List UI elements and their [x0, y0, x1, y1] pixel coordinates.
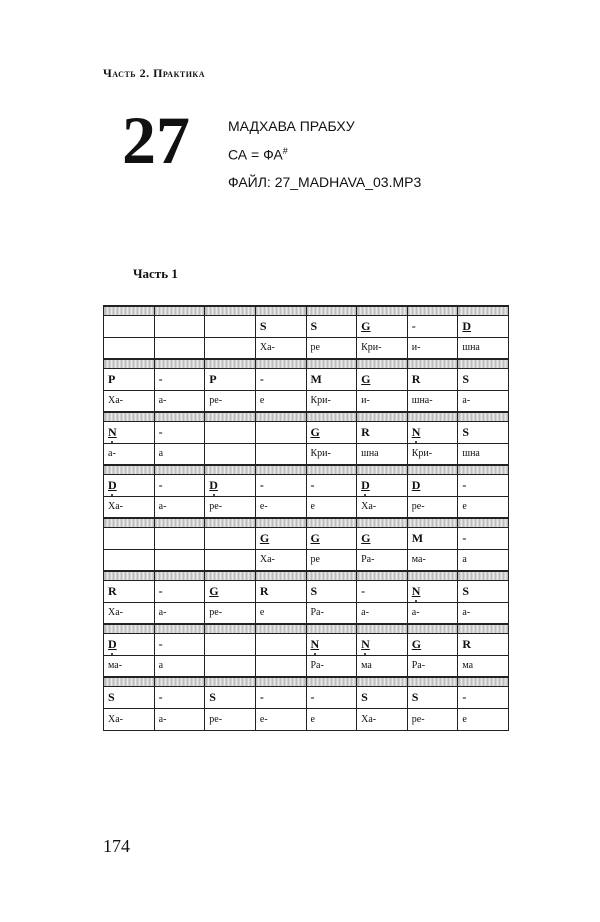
note-symbol: S [361, 689, 368, 704]
note-cell [104, 633, 155, 655]
syllable-cell: е- [255, 496, 306, 518]
note-symbol: R [361, 424, 370, 439]
note-cell [458, 686, 509, 708]
syllable-cell: е [306, 708, 357, 730]
note-symbol: - [259, 371, 264, 386]
note-symbol: - [158, 583, 163, 598]
note-cell [306, 580, 357, 602]
note-cell [306, 421, 357, 443]
syllable-cell: а [458, 549, 509, 571]
note-cell [255, 580, 306, 602]
note-cell [154, 527, 205, 549]
note-row [104, 368, 509, 390]
note-symbol: S [310, 318, 318, 333]
syllable-cell: ре- [407, 496, 458, 518]
note-symbol: R [462, 636, 472, 651]
separator-cell [255, 518, 306, 527]
note-symbol: N [361, 636, 370, 651]
syllable-cell [205, 443, 256, 465]
syllable-cell: е [306, 496, 357, 518]
syllable-cell: а- [357, 602, 408, 624]
note-cell [255, 368, 306, 390]
note-symbol: M [411, 530, 424, 545]
note-symbol: D [411, 477, 421, 492]
note-cell [154, 421, 205, 443]
note-cell [357, 421, 408, 443]
syllable-cell [205, 549, 256, 571]
note-cell [306, 686, 357, 708]
separator-cell [205, 412, 256, 421]
syllable-cell: Ха- [255, 337, 306, 359]
syllable-cell: шна- [407, 390, 458, 412]
note-cell [205, 474, 256, 496]
separator-cell [458, 465, 509, 474]
separator-cell [357, 571, 408, 580]
syllable-cell: ре [306, 549, 357, 571]
running-header: Часть 2. Практика [103, 66, 205, 80]
separator-cell [306, 465, 357, 474]
note-symbol: P [209, 371, 217, 386]
separator-cell [205, 465, 256, 474]
file-line: ФАЙЛ: 27_MADHAVA_03.MP3 [228, 174, 422, 190]
syllable-cell: ре [306, 337, 357, 359]
note-symbol: D [361, 477, 370, 492]
separator-cell [407, 359, 458, 368]
note-cell [407, 580, 458, 602]
note-symbol: R [411, 371, 421, 386]
separator-cell [306, 571, 357, 580]
note-symbol: G [209, 583, 219, 598]
part-title: Часть 1 [133, 266, 178, 281]
syllable-cell [205, 337, 256, 359]
note-cell [357, 368, 408, 390]
note-cell [255, 474, 306, 496]
note-symbol: N [411, 583, 421, 598]
note-cell [104, 368, 155, 390]
separator-cell [104, 359, 155, 368]
separator-cell [306, 359, 357, 368]
row-separator [104, 571, 509, 580]
separator-cell [154, 465, 205, 474]
syllable-cell [154, 337, 205, 359]
separator-cell [255, 677, 306, 686]
separator-cell [306, 518, 357, 527]
syllable-cell: ре- [205, 708, 256, 730]
note-cell [407, 315, 458, 337]
note-cell [255, 421, 306, 443]
separator-cell [104, 306, 155, 315]
syllable-row [104, 708, 509, 730]
note-symbol: G [411, 636, 422, 651]
syllable-cell: Ха- [104, 390, 155, 412]
separator-cell [104, 412, 155, 421]
separator-cell [458, 518, 509, 527]
separator-cell [407, 677, 458, 686]
syllable-cell: а- [154, 390, 205, 412]
note-symbol: N [411, 424, 421, 439]
syllable-cell: ре- [205, 390, 256, 412]
separator-cell [407, 465, 458, 474]
syllable-cell: ма [357, 655, 408, 677]
note-symbol: - [259, 477, 264, 492]
syllable-cell [104, 549, 155, 571]
note-symbol: S [108, 689, 115, 704]
separator-cell [154, 412, 205, 421]
note-cell [306, 474, 357, 496]
separator-cell [205, 677, 256, 686]
separator-cell [306, 677, 357, 686]
note-symbol: - [462, 477, 467, 492]
note-cell [458, 474, 509, 496]
note-cell [357, 686, 408, 708]
syllable-cell: шна [458, 337, 509, 359]
syllable-cell: е [255, 602, 306, 624]
separator-cell [407, 571, 458, 580]
separator-cell [306, 306, 357, 315]
syllable-cell: а- [154, 496, 205, 518]
note-cell [154, 633, 205, 655]
separator-cell [255, 465, 306, 474]
note-symbol: G [361, 318, 371, 333]
note-symbol: - [158, 636, 163, 651]
note-symbol: S [462, 424, 470, 439]
syllable-cell: а- [407, 602, 458, 624]
syllable-cell: Кри- [407, 443, 458, 465]
note-cell [205, 527, 256, 549]
note-cell [205, 686, 256, 708]
note-cell [255, 527, 306, 549]
syllable-cell [104, 337, 155, 359]
note-cell [205, 421, 256, 443]
note-cell [407, 421, 458, 443]
note-symbol: D [209, 477, 218, 492]
note-cell [205, 315, 256, 337]
syllable-cell: а [154, 655, 205, 677]
note-cell [458, 633, 509, 655]
note-symbol: S [462, 371, 470, 386]
syllable-cell: а- [458, 602, 509, 624]
note-cell [357, 580, 408, 602]
separator-cell [458, 359, 509, 368]
separator-cell [407, 412, 458, 421]
note-symbol: G [259, 530, 270, 545]
note-cell [357, 633, 408, 655]
syllable-cell: а- [458, 390, 509, 412]
note-row [104, 315, 509, 337]
note-cell [255, 633, 306, 655]
note-cell [154, 368, 205, 390]
syllable-cell: а- [154, 602, 205, 624]
note-symbol: R [108, 583, 117, 598]
note-symbol: D [108, 636, 117, 651]
note-cell [458, 580, 509, 602]
separator-cell [205, 359, 256, 368]
separator-cell [407, 518, 458, 527]
syllable-cell: е- [255, 708, 306, 730]
note-cell [104, 421, 155, 443]
note-row [104, 474, 509, 496]
row-separator [104, 677, 509, 686]
note-cell [104, 527, 155, 549]
note-row [104, 580, 509, 602]
sa-line [228, 146, 288, 163]
row-separator [104, 306, 509, 315]
separator-cell [458, 306, 509, 315]
separator-cell [154, 518, 205, 527]
syllable-cell [255, 655, 306, 677]
syllable-row [104, 602, 509, 624]
note-row [104, 633, 509, 655]
syllable-cell: ма- [104, 655, 155, 677]
note-cell [154, 474, 205, 496]
note-cell [407, 368, 458, 390]
separator-cell [154, 306, 205, 315]
page-number: 174 [103, 836, 130, 856]
syllable-cell: шна [458, 443, 509, 465]
note-cell [154, 580, 205, 602]
separator-cell [357, 359, 408, 368]
syllable-cell: и- [407, 337, 458, 359]
note-symbol: S [310, 583, 318, 598]
row-separator [104, 465, 509, 474]
syllable-cell [154, 549, 205, 571]
syllable-cell: ре- [205, 496, 256, 518]
syllable-cell: Ха- [104, 708, 155, 730]
syllable-cell: а [154, 443, 205, 465]
note-cell [104, 315, 155, 337]
note-cell [458, 315, 509, 337]
song-number: 27 [122, 102, 190, 178]
note-symbol: - [462, 530, 467, 545]
syllable-cell: Ра- [306, 655, 357, 677]
notation-table [103, 305, 509, 731]
syllable-cell: а- [104, 443, 155, 465]
note-symbol: - [462, 689, 467, 704]
syllable-cell [205, 655, 256, 677]
note-cell [255, 686, 306, 708]
separator-cell [357, 465, 408, 474]
separator-cell [104, 518, 155, 527]
syllable-row [104, 549, 509, 571]
note-symbol: G [361, 371, 371, 386]
row-separator [104, 412, 509, 421]
separator-cell [407, 306, 458, 315]
note-row [104, 686, 509, 708]
note-cell [306, 315, 357, 337]
note-symbol: N [108, 424, 117, 439]
note-cell [458, 421, 509, 443]
note-symbol: P [108, 371, 116, 386]
separator-cell [154, 624, 205, 633]
note-symbol: - [259, 689, 264, 704]
note-symbol: - [158, 689, 163, 704]
note-symbol: - [411, 318, 416, 333]
syllable-cell: Ра- [306, 602, 357, 624]
row-separator [104, 624, 509, 633]
separator-cell [357, 677, 408, 686]
syllable-row [104, 655, 509, 677]
note-cell [104, 580, 155, 602]
note-symbol: D [108, 477, 117, 492]
syllable-cell: Ра- [407, 655, 458, 677]
note-symbol: G [361, 530, 371, 545]
syllable-cell: ре- [205, 602, 256, 624]
syllable-cell [255, 443, 306, 465]
separator-cell [205, 571, 256, 580]
note-cell [458, 368, 509, 390]
separator-cell [255, 624, 306, 633]
separator-cell [104, 571, 155, 580]
syllable-cell: Ха- [104, 496, 155, 518]
note-symbol: M [310, 371, 322, 386]
separator-cell [357, 518, 408, 527]
separator-cell [205, 518, 256, 527]
syllable-cell: а- [154, 708, 205, 730]
note-cell [458, 527, 509, 549]
note-symbol: - [361, 583, 366, 598]
separator-cell [154, 359, 205, 368]
note-symbol: S [209, 689, 216, 704]
separator-cell [205, 306, 256, 315]
note-symbol: - [310, 477, 315, 492]
separator-cell [205, 624, 256, 633]
note-cell [407, 527, 458, 549]
syllable-cell: Ра- [357, 549, 408, 571]
note-cell [154, 686, 205, 708]
separator-cell [458, 624, 509, 633]
note-symbol: - [310, 689, 315, 704]
note-cell [357, 315, 408, 337]
separator-cell [306, 624, 357, 633]
note-cell [306, 368, 357, 390]
note-symbol: S [411, 689, 419, 704]
syllable-cell: ма [458, 655, 509, 677]
note-symbol: - [158, 424, 163, 439]
separator-cell [104, 624, 155, 633]
sa-text: СА = ФА [228, 146, 283, 163]
separator-cell [407, 624, 458, 633]
sharp-sign: # [282, 146, 288, 156]
separator-cell [255, 571, 306, 580]
note-symbol: S [259, 318, 267, 333]
note-symbol: G [310, 424, 320, 439]
song-title: МАДХАВА ПРАБХУ [228, 118, 355, 134]
syllable-row [104, 496, 509, 518]
note-symbol: D [462, 318, 472, 333]
separator-cell [458, 677, 509, 686]
syllable-cell: ре- [407, 708, 458, 730]
syllable-cell: Ха- [357, 708, 408, 730]
row-separator [104, 518, 509, 527]
syllable-row [104, 337, 509, 359]
note-symbol: N [310, 636, 320, 651]
separator-cell [255, 412, 306, 421]
note-cell [104, 686, 155, 708]
syllable-cell: Кри- [357, 337, 408, 359]
separator-cell [306, 412, 357, 421]
separator-cell [104, 465, 155, 474]
note-cell [205, 633, 256, 655]
note-cell [104, 474, 155, 496]
separator-cell [255, 306, 306, 315]
separator-cell [357, 306, 408, 315]
note-cell [306, 527, 357, 549]
syllable-cell: е [458, 708, 509, 730]
separator-cell [357, 624, 408, 633]
note-symbol: - [158, 371, 163, 386]
note-cell [407, 686, 458, 708]
syllable-row [104, 443, 509, 465]
separator-cell [104, 677, 155, 686]
separator-cell [357, 412, 408, 421]
note-cell [205, 580, 256, 602]
note-cell [255, 315, 306, 337]
note-row [104, 421, 509, 443]
syllable-cell: е [458, 496, 509, 518]
syllable-cell: Ха- [104, 602, 155, 624]
syllable-cell: шна [357, 443, 408, 465]
note-symbol: G [310, 530, 320, 545]
note-cell [306, 633, 357, 655]
note-cell [357, 474, 408, 496]
syllable-cell: е [255, 390, 306, 412]
note-symbol: R [259, 583, 269, 598]
note-symbol: - [158, 477, 163, 492]
separator-cell [154, 677, 205, 686]
syllable-cell: Ха- [255, 549, 306, 571]
row-separator [104, 359, 509, 368]
separator-cell [255, 359, 306, 368]
syllable-row [104, 390, 509, 412]
syllable-cell: Кри- [306, 443, 357, 465]
note-symbol: S [462, 583, 470, 598]
note-cell [357, 527, 408, 549]
syllable-cell: ма- [407, 549, 458, 571]
note-row [104, 527, 509, 549]
syllable-cell: Ха- [357, 496, 408, 518]
note-cell [205, 368, 256, 390]
syllable-cell: и- [357, 390, 408, 412]
note-cell [407, 633, 458, 655]
separator-cell [458, 412, 509, 421]
syllable-cell: Кри- [306, 390, 357, 412]
note-cell [407, 474, 458, 496]
note-cell [154, 315, 205, 337]
separator-cell [458, 571, 509, 580]
separator-cell [154, 571, 205, 580]
